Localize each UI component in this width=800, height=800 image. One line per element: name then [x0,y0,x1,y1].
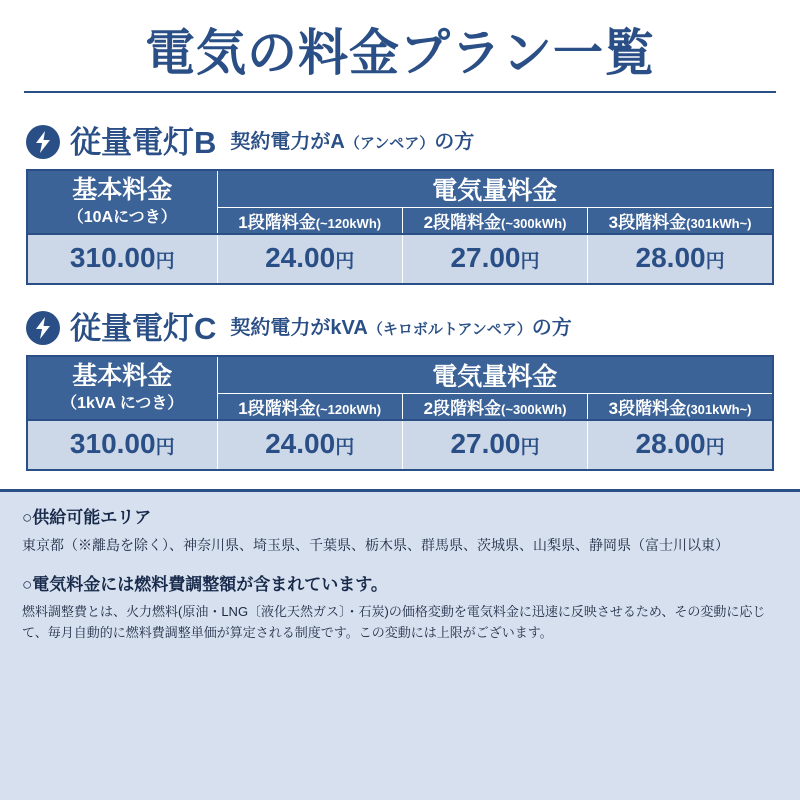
plan-b-tier1-value-cell [217,234,402,284]
plan-c-tier3-header [588,394,773,421]
plan-c-tier1-unit: 円 [335,437,355,458]
plan-c-header [26,311,774,345]
plan-c-tier3-value: 28.00 [635,428,706,459]
plan-b-tier2-unit: 円 [520,251,540,272]
plan-c-tier3-range: (301kWh~) [686,402,752,417]
plan-c-tier1-header [217,394,402,421]
plan-b-condition-paren: （アンペア） [344,135,435,152]
plan-b-name: 従量電灯B [70,124,217,160]
table-row-header-group [27,170,773,208]
plan-c-basic-unit: （1kVA につき） [61,395,184,413]
lightning-bolt-icon [26,311,60,345]
plan-c-tier2-value: 27.00 [450,428,521,459]
plan-b-tier3-unit: 円 [705,251,725,272]
page-title-area [0,0,800,107]
plan-section-b [0,125,800,285]
plan-b-tier1-value: 24.00 [265,242,336,273]
plan-b-tier3-range: (301kWh~) [686,216,752,231]
plan-c-tier2-unit: 円 [520,437,540,458]
plan-c-tier3-label: 3段階料金 [608,399,687,418]
plan-c-tier1-value: 24.00 [265,428,336,459]
plan-b-condition-main: 契約電力がA [230,131,345,153]
table-row-values [27,420,773,470]
plan-c-basic-cell [27,356,217,420]
plan-b-tier3-value-cell [588,234,773,284]
table-row-header-group [27,356,773,394]
plan-b-basic-unit: （10Aにつき） [67,209,177,227]
plan-b-tier2-value: 27.00 [450,242,521,273]
plan-c-tier2-label: 2段階料金 [423,399,502,418]
plan-b-condition-tail: の方 [434,131,475,153]
lightning-bolt-icon [26,125,60,159]
plan-c-condition-main: 契約電力がkVA [230,317,368,339]
plan-c-tier2-value-cell [402,420,587,470]
plan-b-tier1-unit: 円 [335,251,355,272]
supply-area-text: 東京都（※離島を除く）、神奈川県、埼玉県、千葉県、栃木県、群馬県、茨城県、山梨県、静岡県（富士川以東） [22,537,729,554]
plan-b-tier3-header [588,208,773,235]
plan-c-tier1-range: (~120kWh) [315,402,382,417]
plan-c-tier3-unit: 円 [705,437,725,458]
plan-b-header [26,125,774,159]
plan-c-basic-value: 310.00 [69,428,156,459]
plan-b-tier1-header [217,208,402,235]
plan-b-condition [230,132,474,152]
plan-b-basic-cell [27,170,217,234]
title-divider [24,91,776,93]
plan-b-basic-value: 310.00 [69,242,156,273]
plan-b-tier1-label: 1段階料金 [238,213,316,232]
plan-b-tier2-range: (~300kWh) [501,216,567,231]
supply-area-heading: ○供給可能エリア [22,508,152,527]
plan-c-name: 従量電灯C [70,310,217,346]
plan-c-tier1-label: 1段階料金 [238,399,316,418]
plan-c-rate-table [26,355,774,471]
plan-b-usage-header: 電気量料金 [217,170,773,208]
plan-c-condition-tail: の方 [531,317,572,339]
plan-b-basic-label: 基本料金 [72,176,173,205]
plan-c-tier2-header [402,394,587,421]
plan-b-basic-value-cell [27,234,217,284]
plan-c-tier2-range: (~300kWh) [501,402,567,417]
table-row-values [27,234,773,284]
plan-c-tier1-value-cell [217,420,402,470]
plan-c-basic-value-unit: 円 [155,437,175,458]
plan-c-tier3-value-cell [588,420,773,470]
plan-b-tier3-label: 3段階料金 [608,213,687,232]
plan-b-tier2-header [402,208,587,235]
plan-b-tier2-value-cell [402,234,587,284]
plan-b-basic-value-unit: 円 [155,251,175,272]
plan-c-basic-label: 基本料金 [72,362,173,391]
plan-c-usage-header: 電気量料金 [217,356,773,394]
plan-c-condition [230,318,571,338]
fuel-adjustment-text: 燃料調整費とは、火力燃料(原油・LNG〔液化天然ガス〕・石炭)の価格変動を電気料金に迅速に反映させるため、その変動に応じて、毎月自動的に燃料費調整単価が算定される制度です。この変動には上限がございます。 [22,604,766,640]
footer-notes [0,489,800,800]
plan-section-c [0,311,800,471]
plan-b-rate-table [26,169,774,285]
plan-c-basic-value-cell [27,420,217,470]
plan-b-tier3-value: 28.00 [635,242,706,273]
plan-b-tier1-range: (~120kWh) [315,216,382,231]
fuel-adjustment-heading: ○電気料金には燃料費調整額が含まれています。 [22,575,388,595]
plan-c-condition-paren: （キロボルトアンペア） [367,321,532,338]
plan-b-tier2-label: 2段階料金 [423,213,502,232]
page-title: 電気の料金プラン一覧 [145,25,655,81]
